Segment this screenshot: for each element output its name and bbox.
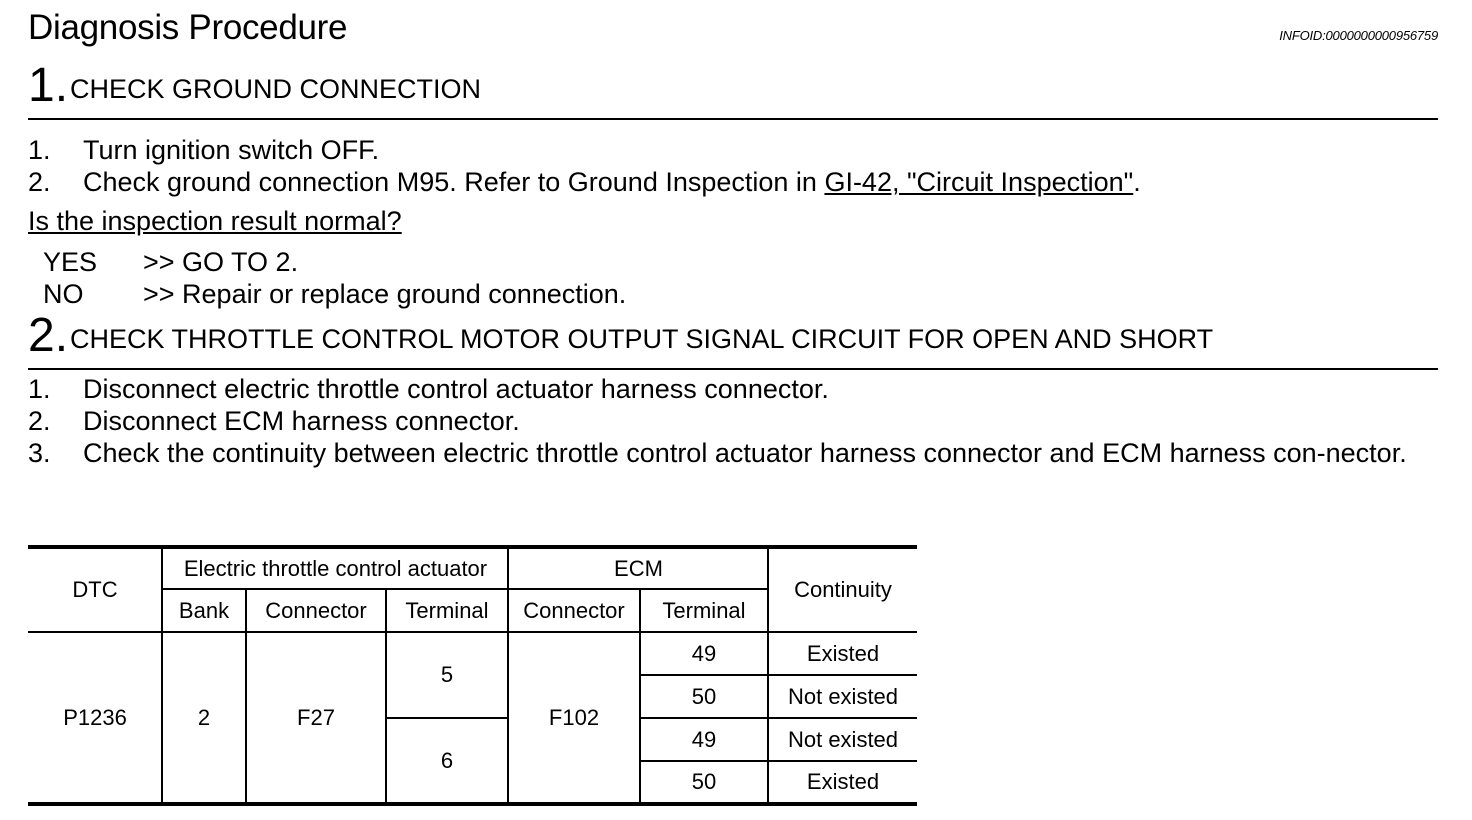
cell-continuity: Not existed [787,726,899,752]
header-connector: Connector [265,597,367,623]
cell-bank: 2 [197,704,211,730]
cell-dtc: P1236 [63,704,127,730]
header-dtc: DTC [72,577,118,602]
cell-actuator-terminal: 5 [440,662,454,687]
step-2-item-3: 3. Check the continuity between electric throttle control actuator harness connector and ECM harness con-nector. [28,438,1407,468]
cell-ecm-terminal: 49 [691,726,717,752]
cell-continuity: Not existed [787,683,899,709]
cell-ecm-connector: F102 [548,704,600,730]
answer-yes: YES >> GO TO 2. [43,247,299,277]
header-ecm-terminal: Terminal [662,597,746,623]
info-id: INFOID:0000000000956759 [1279,28,1438,43]
step-1-item-1: 1. Turn ignition switch OFF. [28,135,380,165]
cell-actuator-connector: F27 [297,704,335,730]
circuit-inspection-link[interactable]: GI-42, "Circuit Inspection" [824,167,1134,197]
header-actuator: Electric throttle control actuator [183,555,488,581]
cell-actuator-terminal: 6 [440,747,454,773]
header-ecm-connector: Connector [523,597,625,623]
cell-ecm-terminal: 50 [691,769,717,794]
step-2-item-2: 2. Disconnect ECM harness connector. [28,406,520,436]
step-1-heading: 1. CHECK GROUND CONNECTION [28,60,1438,120]
cell-continuity: Existed [806,640,880,666]
cell-ecm-terminal: 49 [691,640,717,666]
answer-no: NO >> Repair or replace ground connection. [43,279,627,309]
header-continuity: Continuity [794,577,892,602]
step-2-number: 2 [28,309,55,362]
cell-continuity: Existed [806,769,880,794]
step-1-number: 1 [28,59,55,112]
step-1-title: CHECK GROUND CONNECTION [70,74,482,104]
continuity-table [28,545,917,806]
step-2-title: CHECK THROTTLE CONTROL MOTOR OUTPUT SIGNAL CIRCUIT FOR OPEN AND SHORT [70,324,1214,354]
header-ecm: ECM [614,555,663,581]
step-1-item-2: 2. Check ground connection M95. Refer to Ground Inspection in GI-42, "Circuit Inspection". [28,167,1141,197]
header-bank: Bank [178,597,230,623]
step-2-item-1: 1. Disconnect electric throttle control actuator harness connector. [28,374,829,404]
step-2-heading: 2. CHECK THROTTLE CONTROL MOTOR OUTPUT SIGNAL CIRCUIT FOR OPEN AND SHORT [28,310,1438,370]
cell-ecm-terminal: 50 [691,683,717,709]
header-terminal: Terminal [405,597,489,623]
page-title: Diagnosis Procedure [28,8,348,47]
inspection-question: Is the inspection result normal? [28,206,402,236]
